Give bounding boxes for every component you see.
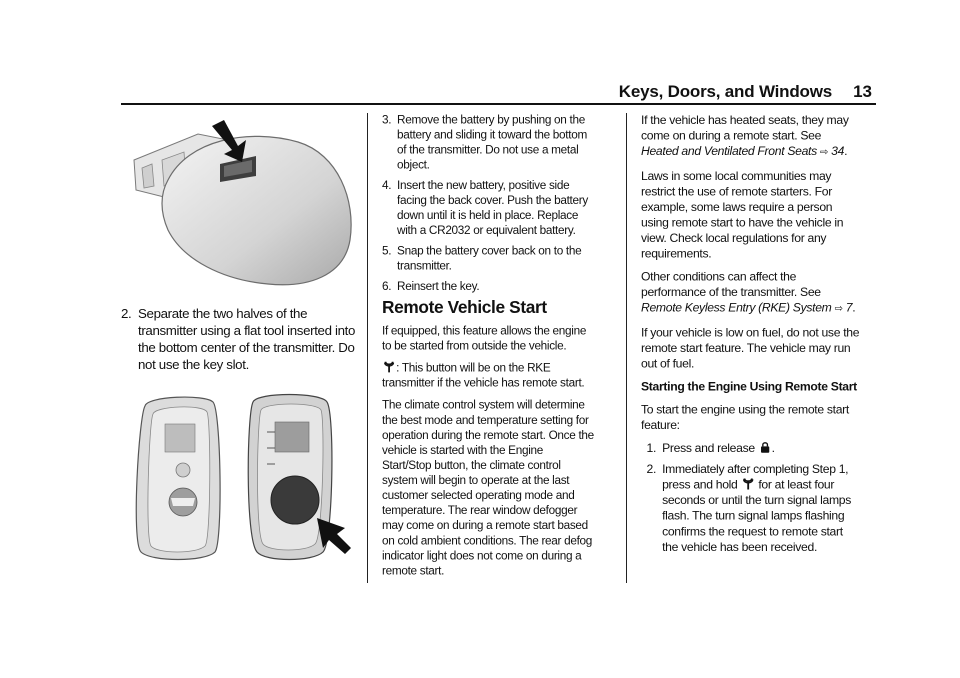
subheading: Starting the Engine Using Remote Start <box>641 379 857 394</box>
remote-start-icon <box>384 361 395 373</box>
rke-page[interactable]: 7 <box>845 300 853 315</box>
step-text: Immediately after completing Step 1, <box>662 461 849 476</box>
step-number: 1. <box>646 440 657 455</box>
step-text: Insert the new battery, positive side facing the back cover. Push the battery down until it is held in place. Replace with a CR2032 or equivalent battery. <box>397 178 588 237</box>
step-text: Snap the battery cover back on to the transmitter. <box>397 243 582 273</box>
step-number: 2. <box>121 306 132 321</box>
right-column <box>641 112 861 560</box>
transmitter-key-slot-figure <box>128 120 358 290</box>
step-number: 2. <box>646 461 657 476</box>
header-rule <box>121 103 876 105</box>
list-item <box>382 178 595 238</box>
rke-reference[interactable]: Remote Keyless Entry (RKE) System <box>641 300 832 315</box>
transmitter-halves-figure <box>125 392 355 564</box>
section-heading: Remote Vehicle Start <box>382 298 547 318</box>
button-description <box>382 360 595 390</box>
climate-paragraph: The climate control system will determine the best mode and temperature setting for operation during the remote start. Once the vehicle is started with the Engine Start/Stop button, the climate control system will begin to operate at the last customer selected operating mode and temperature. The rear window defogger may come on during a remote start based on cold ambient conditions. The rear defog indicator light does not come on during a remote start. <box>382 398 594 578</box>
middle-column <box>382 112 595 585</box>
step-number: 3. <box>382 112 392 127</box>
step-text: press and hold <box>662 477 738 492</box>
page-reference-arrow-icon: ⇨ <box>819 146 829 158</box>
middle-steps-list <box>382 112 595 294</box>
heated-seats-reference[interactable]: Heated and Ventilated Front Seats <box>641 144 817 158</box>
heated-seats-paragraph: If the vehicle has heated seats, they may come on during a remote start. See Heated and Ventilated Front Seats ⇨ 34. <box>641 112 849 158</box>
list-item: 1. Press and release . <box>646 440 775 455</box>
step-text: for at least four seconds or until the turn signal lamps flash. The turn signal lamps flashing confirms the request to remote start the vehicle has been received. <box>662 477 851 554</box>
step-text: Separate the two halves of the transmitter using a flat tool inserted into the bottom center of the transmitter. Do not use the key slot. <box>138 306 356 372</box>
list-item <box>646 461 860 554</box>
section-title: Keys, Doors, and Windows <box>618 82 832 101</box>
left-column <box>121 305 361 379</box>
step-number: 4. <box>382 178 392 192</box>
conditions-paragraph: Other conditions can affect the performance of the transmitter. See Remote Keyless Entry (RKE) System ⇨ 7. <box>641 269 856 315</box>
conditions-text: Other conditions can affect the performance of the transmitter. See <box>641 269 821 299</box>
button-description-text: : This button will be on the RKE transmitter if the vehicle has remote start. <box>382 360 585 390</box>
column-divider-right <box>626 113 627 583</box>
list-item <box>382 243 595 273</box>
step-number: 5. <box>382 243 392 258</box>
step-text: Reinsert the key. <box>397 279 480 293</box>
page-reference-arrow-icon: ⇨ <box>834 303 843 315</box>
lock-icon <box>760 442 770 454</box>
heated-seats-page[interactable]: 34 <box>831 144 845 158</box>
page-number: 13 <box>853 82 872 101</box>
list-item <box>121 305 361 373</box>
right-steps-list <box>641 440 861 555</box>
list-item <box>382 279 595 294</box>
step-number: 6. <box>382 279 392 293</box>
remote-start-icon <box>742 478 753 491</box>
list-item <box>382 112 595 172</box>
laws-paragraph: Laws in some local communities may restrict the use of remote starters. For example, some laws require a person using remote start to have the vehicle in view. Check local regulations for any requirements. <box>641 168 844 261</box>
left-steps-list <box>121 305 361 373</box>
step-text: Remove the battery by pushing on the battery and sliding it toward the bottom of the transmitter. Do not use a metal object. <box>397 112 587 172</box>
step-text: Press and release <box>662 440 755 455</box>
column-divider-left <box>367 113 368 583</box>
intro-paragraph: If equipped, this feature allows the engine to be started from outside the vehicle. <box>382 323 587 353</box>
fuel-paragraph: If your vehicle is low on fuel, do not use the remote start feature. The vehicle may run out of fuel. <box>641 325 860 371</box>
heated-seats-text: If the vehicle has heated seats, they may come on during a remote start. See <box>641 112 849 143</box>
to-start-paragraph: To start the engine using the remote start feature: <box>641 402 849 432</box>
